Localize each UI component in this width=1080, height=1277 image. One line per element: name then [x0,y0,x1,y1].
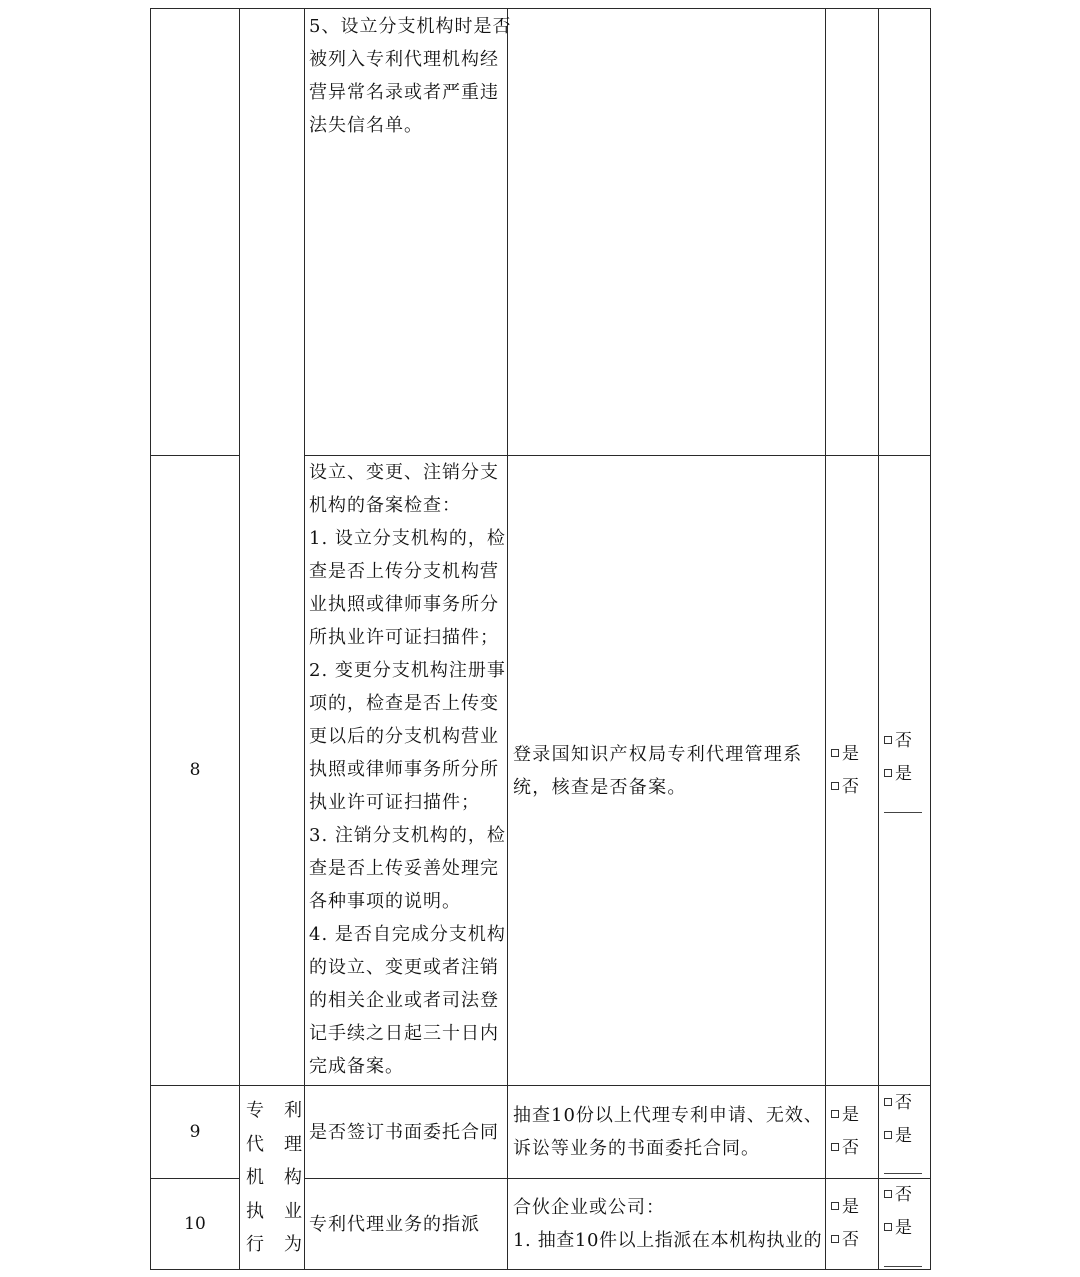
content-line: 执业许可证扫描件； [309,792,480,813]
row-divider-8-9 [150,1085,931,1086]
option-label: 否 [895,731,912,751]
handle-option-yes[interactable] [884,758,912,791]
checkbox-icon [831,782,839,790]
handle-option-yes[interactable] [884,1212,912,1245]
checkbox-icon [831,1110,839,1118]
table-border-left [150,8,151,1270]
handle-option-no[interactable] [884,725,912,758]
method-line: 登录国知识产权局专利代理管理系 [513,744,803,765]
method-line: 诉讼等业务的书面委托合同。 [513,1138,760,1159]
content-line: 项的，检查是否上传变 [309,693,499,714]
column-divider-5 [878,8,879,1270]
option-label: 是 [895,1126,912,1146]
row-8-handle [884,725,912,791]
row-divider-7-8a [150,455,240,456]
row-9-content [309,1116,499,1149]
option-label: 是 [842,1197,859,1217]
row-8-number: 8 [189,760,201,780]
checkbox-icon [884,1223,892,1231]
row-10-number: 10 [184,1214,206,1234]
result-option-no[interactable] [831,1224,859,1257]
category-char: 机 [246,1167,264,1188]
option-label: 否 [842,1138,859,1158]
content-line: 设立、变更、注销分支 [309,462,499,483]
option-label: 是 [895,764,912,784]
row-divider-9-10b [304,1178,931,1179]
checkbox-icon [831,1235,839,1243]
content-line: 被列入专利代理机构经 [309,49,499,70]
checkbox-icon [884,1131,892,1139]
content-line: 专利代理业务的指派 [309,1214,480,1235]
result-option-yes[interactable] [831,738,859,771]
category-char: 理 [284,1133,302,1155]
result-option-no[interactable] [831,771,859,804]
content-line: 机构的备案检查： [309,495,461,516]
column-divider-3 [507,8,508,1270]
row-9-handle [884,1087,912,1153]
content-line: 执照或律师事务所分所 [309,759,499,780]
content-line: 完成备案。 [309,1056,404,1077]
category-char: 利 [284,1100,302,1121]
result-option-no[interactable] [831,1132,859,1165]
row-10-handle [884,1179,912,1245]
row-10-content [309,1208,480,1241]
column-divider-1 [239,8,240,1270]
category-char: 代 [246,1133,264,1155]
checkbox-icon [884,1098,892,1106]
row-9-method [513,1099,823,1165]
row-10-result [831,1191,859,1257]
category-char: 执 [246,1200,264,1222]
handle-blank-line[interactable] [884,812,922,813]
table-border-bottom [150,1269,931,1270]
row-8-result [831,738,859,804]
row-8-content [309,456,506,1083]
checkbox-icon [884,1190,892,1198]
content-line: 的设立、变更或者注销 [309,957,499,978]
category-char: 专 [246,1100,264,1121]
option-label: 否 [842,1230,859,1250]
content-line: 业执照或律师事务所分 [309,594,499,615]
row-9-result [831,1099,859,1165]
content-line: 的相关企业或者司法登 [309,990,499,1011]
row-8-method [513,738,803,804]
row-7-content [309,10,511,142]
category-char: 构 [284,1167,302,1188]
content-line: 法失信名单。 [309,115,423,136]
checkbox-icon [831,1143,839,1151]
method-line: 1. 抽查10件以上指派在本机构执业的 [513,1230,823,1251]
checkbox-icon [884,769,892,777]
row-divider-9-10a [150,1178,240,1179]
content-line: 所执业许可证扫描件； [309,627,499,648]
method-line: 抽查10份以上代理专利申请、无效、 [513,1105,823,1126]
content-line: 更以后的分支机构营业 [309,726,499,747]
content-line: 3. 注销分支机构的，检 [309,825,506,846]
content-line: 1. 设立分支机构的，检 [309,528,506,549]
row-10-method [513,1191,822,1257]
content-line: 2. 变更分支机构注册事 [309,660,506,681]
handle-option-yes[interactable] [884,1120,912,1153]
category-char: 业 [284,1200,302,1222]
checkbox-icon [831,1202,839,1210]
content-line: 查是否上传妥善处理完 [309,858,499,879]
option-label: 是 [842,744,859,764]
handle-option-no[interactable] [884,1179,912,1212]
category-char: 行 [246,1234,264,1255]
method-line: 统，核查是否备案。 [513,777,687,798]
category-char: 为 [284,1234,302,1255]
content-line: 4. 是否自完成分支机构 [309,924,506,945]
result-option-yes[interactable] [831,1099,859,1132]
result-option-yes[interactable] [831,1191,859,1224]
content-line: 各种事项的说明。 [309,891,461,912]
method-line: 合伙企业或公司： [513,1197,665,1218]
column-divider-2 [304,8,305,1270]
column-divider-4 [825,8,826,1270]
option-label: 否 [842,777,859,797]
content-line: 查是否上传分支机构营 [309,561,499,582]
content-line: 营异常名录或者严重违 [309,82,499,103]
checkbox-icon [831,749,839,757]
content-line: 是否签订书面委托合同 [309,1122,499,1143]
option-label: 是 [895,1218,912,1238]
handle-blank-line[interactable] [884,1173,922,1174]
category-label-practice-conduct [246,1094,302,1262]
option-label: 否 [895,1185,912,1205]
option-label: 是 [842,1105,859,1125]
table-border-right [930,8,931,1270]
content-line: 5、设立分支机构时是否 [309,16,512,37]
content-line: 记手续之日起三十日内 [309,1023,499,1044]
row-9-number: 9 [189,1122,201,1142]
handle-option-no[interactable] [884,1087,912,1120]
checkbox-icon [884,736,892,744]
table-border-top [150,8,931,9]
handle-blank-line[interactable] [884,1266,922,1267]
option-label: 否 [895,1093,912,1113]
